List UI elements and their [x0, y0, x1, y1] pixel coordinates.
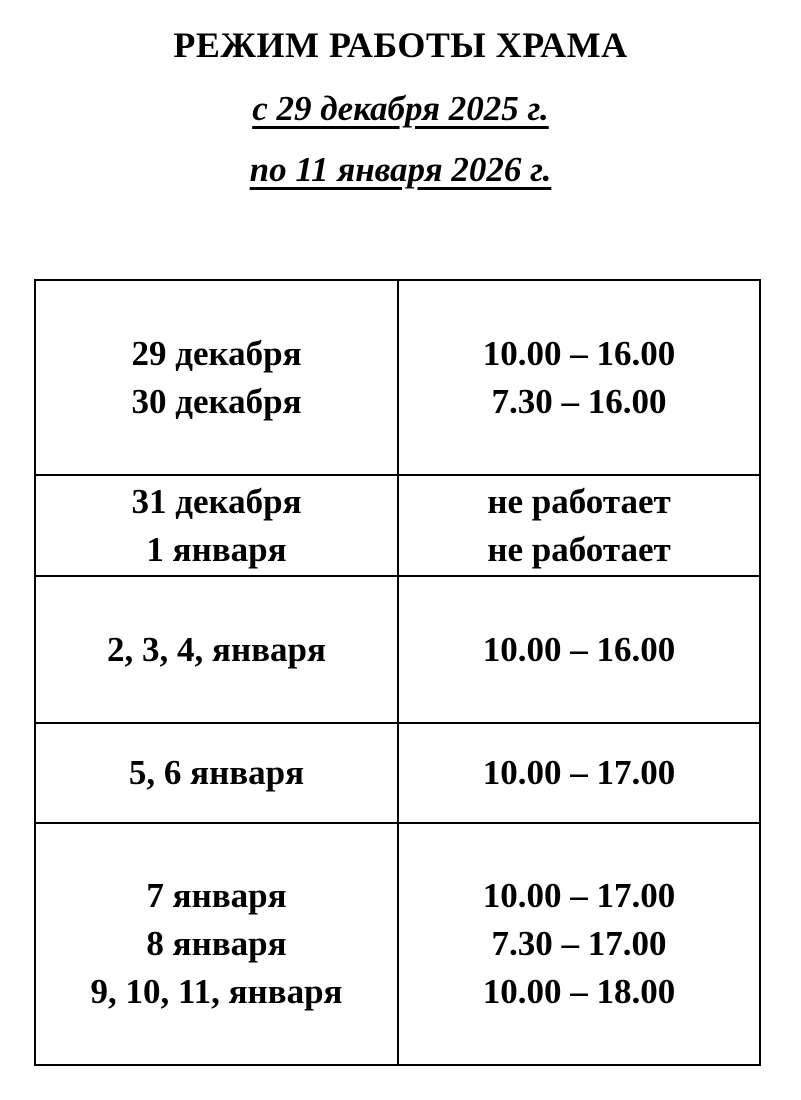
- hours-label: 10.00 – 16.00: [482, 629, 676, 669]
- date-range-end: по 11 января 2026 г.: [249, 150, 552, 189]
- hours-label: 7.30 – 16.00: [491, 381, 667, 421]
- schedule-table: [34, 279, 761, 1066]
- hours-label: 7.30 – 17.00: [491, 924, 667, 963]
- hours-cell: [398, 576, 760, 723]
- hours-label: 10.00 – 17.00: [482, 753, 676, 792]
- hours-label: не работает: [487, 529, 671, 569]
- date-label: 5, 6 января: [128, 753, 305, 792]
- date-label: 30 декабря: [131, 381, 302, 421]
- hours-cell: [398, 475, 760, 576]
- date-label: 1 января: [146, 529, 287, 569]
- date-label: 9, 10, 11, января: [90, 972, 343, 1011]
- date-label: 7 января: [146, 876, 287, 915]
- date-label: 8 января: [146, 924, 287, 963]
- date-range-start: с 29 декабря 2025 г.: [252, 89, 549, 128]
- dates-cell: [35, 823, 398, 1065]
- hours-label: 10.00 – 18.00: [482, 972, 676, 1011]
- date-label: 2, 3, 4, января: [107, 629, 326, 669]
- table-row: [35, 576, 760, 723]
- table-row: [35, 723, 760, 823]
- hours-label: 10.00 – 16.00: [482, 333, 676, 373]
- table-row: [35, 280, 760, 475]
- hours-cell: [398, 723, 760, 823]
- hours-label: не работает: [487, 481, 671, 521]
- table-row: [35, 475, 760, 576]
- dates-cell: [35, 723, 398, 823]
- hours-cell: [398, 823, 760, 1065]
- dates-cell: [35, 576, 398, 723]
- hours-cell: [398, 280, 760, 475]
- dates-cell: [35, 280, 398, 475]
- table-row: [35, 823, 760, 1065]
- page-title: РЕЖИМ РАБОТЫ ХРАМА: [173, 25, 628, 65]
- hours-label: 10.00 – 17.00: [482, 876, 676, 915]
- dates-cell: [35, 475, 398, 576]
- date-label: 29 декабря: [131, 333, 302, 373]
- date-label: 31 декабря: [131, 481, 302, 521]
